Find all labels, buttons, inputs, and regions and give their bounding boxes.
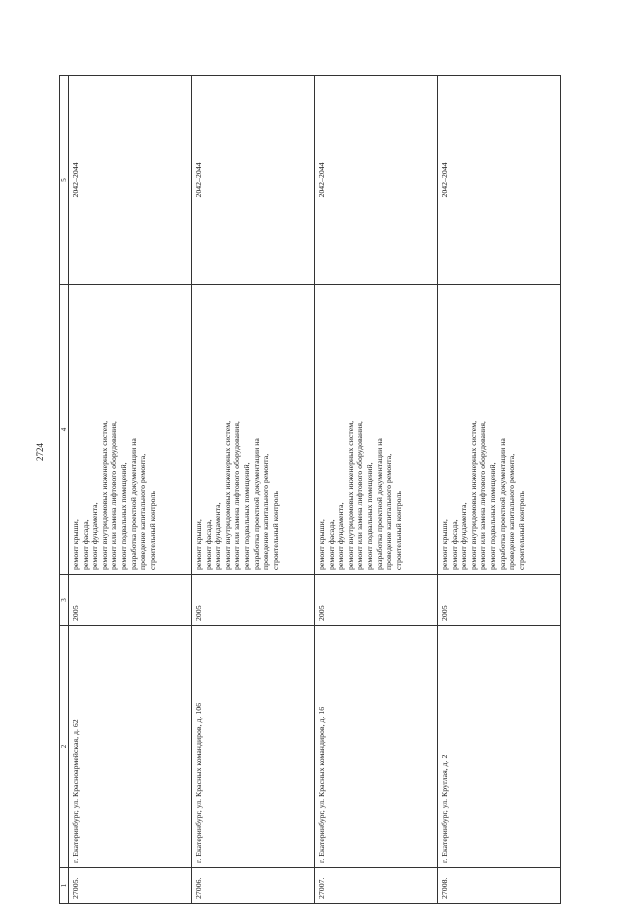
build-year-cell: 2005: [438, 575, 561, 626]
work-item: ремонт внутридомовых инженерных систем,: [468, 420, 478, 570]
work-item: ремонт фасада,: [449, 519, 459, 570]
row-number-cell: 27006.: [192, 868, 315, 904]
work-item: ремонт или замена лифтового оборудования,: [478, 421, 488, 570]
rotated-table-container: [59, 76, 601, 904]
works-cell: [315, 285, 438, 575]
work-item: строительный контроль: [270, 491, 280, 570]
row-number-cell: 27007.: [315, 868, 438, 904]
work-item: разработка проектной документации на: [251, 438, 261, 570]
row-number-cell: 27005.: [69, 868, 192, 904]
work-item: строительный контроль: [147, 491, 157, 570]
column-header: 3: [60, 575, 69, 626]
table-row: [69, 76, 192, 904]
table-row: [438, 76, 561, 904]
work-item: ремонт фундамента,: [213, 502, 223, 570]
column-header: 1: [60, 868, 69, 904]
work-item: ремонт крыши,: [71, 519, 80, 570]
work-item: ремонт фасада,: [80, 519, 90, 570]
work-item: ремонт фундамента,: [336, 502, 346, 570]
works-cell: [192, 285, 315, 575]
table-row: [192, 76, 315, 904]
period-cell: 2042–2044: [69, 76, 192, 285]
build-year-cell: 2005: [315, 575, 438, 626]
work-item: проведение капитального ремонта,: [384, 453, 394, 570]
work-item: ремонт или замена лифтового оборудования,: [109, 421, 119, 570]
work-item: ремонт подвальных помещений,: [241, 462, 251, 570]
work-item: разработка проектной документации на: [128, 438, 138, 570]
work-item: ремонт внутридомовых инженерных систем,: [345, 420, 355, 570]
period-cell: 2042–2044: [315, 76, 438, 285]
work-item: проведение капитального ремонта,: [138, 453, 148, 570]
repair-schedule-table: [59, 75, 561, 904]
work-item: проведение капитального ремонта,: [507, 453, 517, 570]
address-cell: г. Екатеринбург, ул. Красных командиров, д. 106: [192, 626, 315, 868]
address-cell: г. Екатеринбург, ул. Красных командиров, д. 16: [315, 626, 438, 868]
work-item: строительный контроль: [516, 491, 526, 570]
page-number: 2724: [35, 443, 45, 461]
work-item: ремонт крыши,: [317, 519, 326, 570]
work-item: ремонт фундамента,: [90, 502, 100, 570]
work-item: ремонт фасада,: [326, 519, 336, 570]
work-item: разработка проектной документации на: [374, 438, 384, 570]
build-year-cell: 2005: [69, 575, 192, 626]
work-item: строительный контроль: [393, 491, 403, 570]
work-item: ремонт фундамента,: [459, 502, 469, 570]
period-cell: 2042–2044: [438, 76, 561, 285]
works-cell: [438, 285, 561, 575]
work-item: ремонт подвальных помещений,: [118, 462, 128, 570]
work-item: ремонт внутридомовых инженерных систем,: [99, 420, 109, 570]
column-header: 2: [60, 626, 69, 868]
build-year-cell: 2005: [192, 575, 315, 626]
works-cell: [69, 285, 192, 575]
work-item: ремонт подвальных помещений,: [487, 462, 497, 570]
work-item: ремонт крыши,: [440, 519, 449, 570]
address-cell: г. Екатеринбург, ул. Круглая, д. 2: [438, 626, 561, 868]
work-item: разработка проектной документации на: [497, 438, 507, 570]
column-number-row: [60, 76, 69, 904]
column-header: 4: [60, 285, 69, 575]
work-item: ремонт внутридомовых инженерных систем,: [222, 420, 232, 570]
table-row: [315, 76, 438, 904]
work-item: ремонт подвальных помещений,: [364, 462, 374, 570]
work-item: ремонт фасада,: [203, 519, 213, 570]
table-body: [60, 76, 561, 904]
row-number-cell: 27008.: [438, 868, 561, 904]
period-cell: 2042–2044: [192, 76, 315, 285]
column-header: 5: [60, 76, 69, 285]
address-cell: г. Екатеринбург, ул. Красноармейская, д. 62: [69, 626, 192, 868]
work-item: проведение капитального ремонта,: [261, 453, 271, 570]
work-item: ремонт или замена лифтового оборудования,: [232, 421, 242, 570]
work-item: ремонт или замена лифтового оборудования,: [355, 421, 365, 570]
work-item: ремонт крыши,: [194, 519, 203, 570]
